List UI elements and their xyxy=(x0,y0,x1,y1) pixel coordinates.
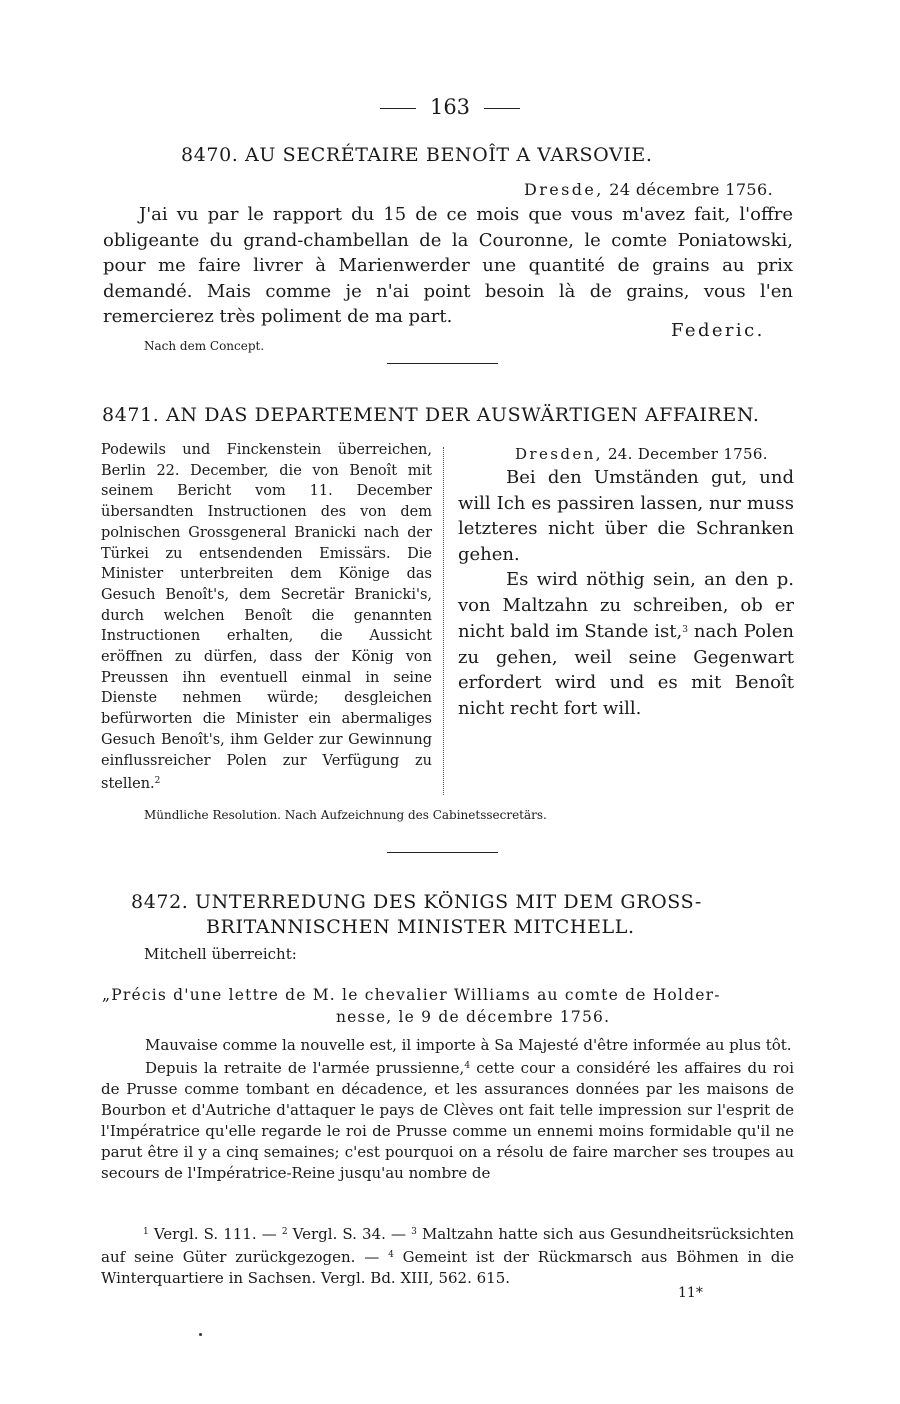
letter-8471-summary: Podewils und Finckenstein überreichen, Berlin 22. December, die von Benoît mit seinem Bericht vom 11. December übersandten Instructionen des von dem polnischen Grossgeneral Branicki nach der Türkei zu entsendenden Emissärs. Die Minister unterbreiten dem Könige das Gesuch Benoît's, dem Secretär Branicki's, durch welchen Benoît die genannten Instructionen erhalten, die Aussicht eröffnen zu dürfen, dass der König von Preussen ihn eventuell einmal in seine Dienste nehmen würde; desgleichen befürworten die Minister ein abermaliges Gesuch Benoît's, ihm Gelder zur Gewinnung einflussreicher Polen zur Verfügung zu stellen.$^2$ xyxy=(101,442,432,793)
letter-8472-body: Mauvaise comme la nouvelle est, il importe à Sa Majesté d'être informée au plus tôt. Depuis la retraite de l'armée prussienne,$^4$ cette cour a considéré les affaires du roi de Prusse comme tombant en décadence, et les assurances données par les maisons de Bourbon et d'Autriche d'attaquer le pays de Clèves ont fait telle impression sur l'esprit de l'Impératrice qu'elle regarde le roi de Prusse comme un ennemi moins formidable qu'il ne parut être il y a cinq semaines; c'est pourquoi on a résolu de faire marcher ses troupes au secours de l'Impératrice-Reine jusqu'au nombre de xyxy=(101,1036,794,1182)
signature-mark: 11* xyxy=(678,1285,703,1301)
section-divider xyxy=(387,363,498,364)
letter-8471-source-note: Mündliche Resolution. Nach Aufzeichnung des Cabinetssecretärs. xyxy=(144,808,547,822)
letter-8470-source-note: Nach dem Concept. xyxy=(144,339,265,353)
page-number: 163 xyxy=(0,95,900,119)
column-separator xyxy=(443,447,444,795)
letter-8472-heading-line2: BRITANNISCHEN MINISTER MITCHELL. xyxy=(206,916,635,938)
letter-8472-heading-line1: 8472. UNTERREDUNG DES KÖNIGS MIT DEM GROSS- xyxy=(131,891,702,913)
letter-8470-body: J'ai vu par le rapport du 15 de ce mois que vous m'avez fait, l'offre obligeante du grand-chambellan de la Couronne, le comte Poniatowski, pour me faire livrer à Marienwerder une quantité de grains au prix demandé. Mais comme je n'ai point besoin là de grains, vous l'en remercierez très poliment de ma part. xyxy=(103,204,793,327)
section-divider xyxy=(387,852,498,853)
letter-8470-signature: Federic. xyxy=(671,320,765,341)
letter-8470-dateline: Dresde, 24 décembre 1756. xyxy=(524,180,774,199)
dash-left xyxy=(380,108,416,109)
letter-8470-heading: 8470. AU SECRÉTAIRE BENOÎT A VARSOVIE. xyxy=(181,144,653,166)
precis-title-line1: „Précis d'une lettre de M. le chevalier Williams au comte de Holder- xyxy=(102,986,721,1004)
precis-title-line2: nesse, le 9 de décembre 1756. xyxy=(336,1008,611,1026)
dash-right xyxy=(484,108,520,109)
letter-8471-resolution: Dresden, 24. December 1756. Bei den Umständen gut, und will Ich es passiren lassen, nur muss letzteres nicht über die Schranken gehen. Es wird nöthig sein, an den p. von Maltzahn zu schreiben, ob er nicht bald im Stande ist,$^3$ nach Polen zu gehen, weil seine Gegenwart erfordert wird und es mit Benoît nicht recht fort will. xyxy=(458,445,794,719)
letter-8471-heading: 8471. AN DAS DEPARTEMENT DER AUSWÄRTIGEN AFFAIREN. xyxy=(102,404,760,426)
speck xyxy=(199,1333,202,1336)
footnotes: $^1$ Vergl. S. 111. — $^2$ Vergl. S. 34. — $^3$ Maltzahn hatte sich aus Gesundheitsrücksichten auf seine Güter zurückgezogen. — $^4$ Gemeint ist der Rückmarsch aus Böhmen in die Winterquartiere in Sachsen. Vergl. Bd. XIII, 562. 615. xyxy=(101,1225,795,1287)
letter-8472-intro: Mitchell überreicht: xyxy=(144,945,297,963)
